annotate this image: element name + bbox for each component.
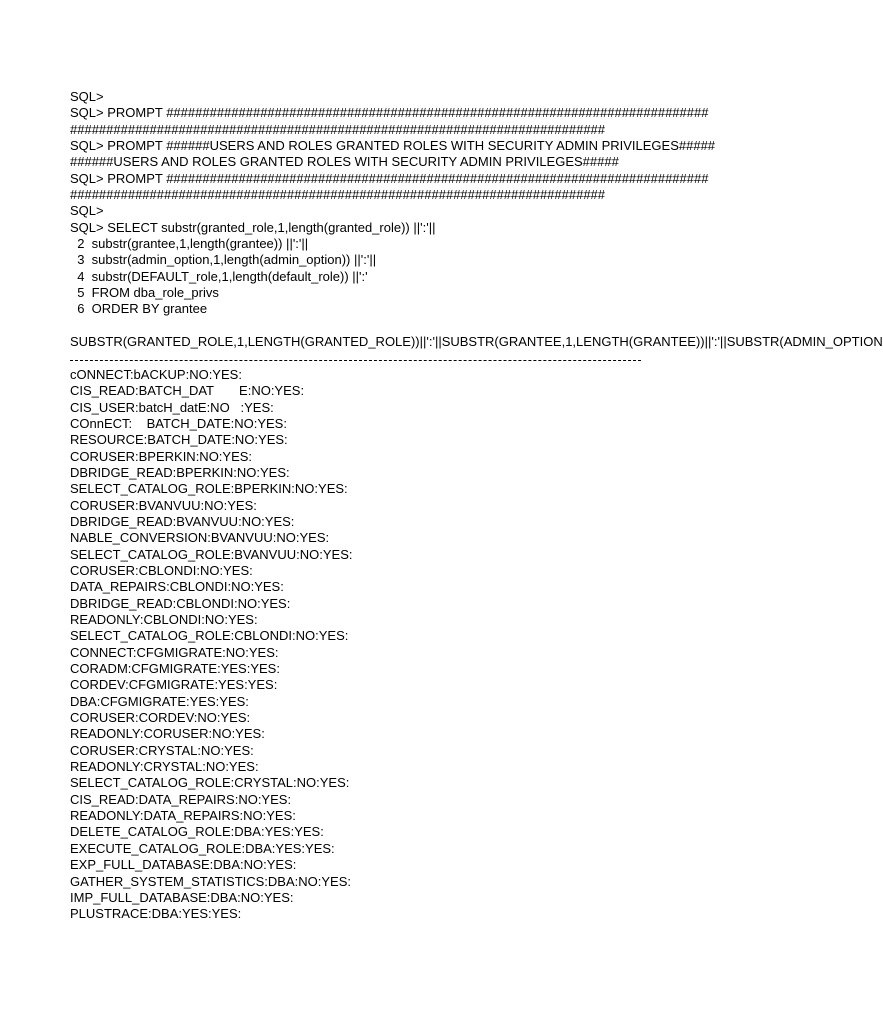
header-divider	[70, 351, 641, 367]
result-row: CIS_READ:DATA_REPAIRS:NO:YES:	[70, 791, 292, 807]
prompt-hash-line: SQL> PROMPT ###########################################################################	[70, 105, 709, 121]
sql-prompt-line: SQL>	[70, 203, 104, 219]
result-row: EXECUTE_CATALOG_ROLE:DBA:YES:YES:	[70, 840, 335, 856]
result-row: CIS_USER:batcH_datE:NO :YES:	[70, 399, 274, 415]
prompt-title-line: SQL> PROMPT ######USERS AND ROLES GRANTED ROLES WITH SECURITY ADMIN PRIVILEGES#####	[70, 138, 716, 154]
result-row: CORDEV:CFGMIGRATE:YES:YES:	[70, 677, 278, 693]
prompt-hash-line: SQL> PROMPT ###########################################################################	[70, 170, 709, 186]
hash-line: ##########################################################################	[70, 187, 606, 203]
query-line: SQL> SELECT substr(granted_role,1,length(granted_role)) ||':'||	[70, 219, 436, 235]
result-row: CONNECT:CFGMIGRATE:NO:YES:	[70, 644, 279, 660]
result-row: READONLY:CRYSTAL:NO:YES:	[70, 759, 259, 775]
result-row: GATHER_SYSTEM_STATISTICS:DBA:NO:YES:	[70, 873, 351, 889]
hash-line: ##########################################################################	[70, 121, 606, 137]
query-line: 2 substr(grantee,1,length(grantee)) ||':'||	[70, 236, 309, 252]
query-line: 4 substr(DEFAULT_role,1,length(default_role)) ||':'	[70, 268, 368, 284]
query-line: 6 ORDER BY grantee	[70, 301, 208, 317]
result-row: CORUSER:CRYSTAL:NO:YES:	[70, 742, 254, 758]
result-row: CORADM:CFGMIGRATE:YES:YES:	[70, 661, 280, 677]
result-row: DBRIDGE_READ:BVANVUU:NO:YES:	[70, 513, 295, 529]
result-row: SELECT_CATALOG_ROLE:BVANVUU:NO:YES:	[70, 546, 353, 562]
result-row: DATA_REPAIRS:CBLONDI:NO:YES:	[70, 579, 284, 595]
query-line: 5 FROM dba_role_privs	[70, 285, 219, 301]
result-row: READONLY:DATA_REPAIRS:NO:YES:	[70, 808, 296, 824]
title-line: ######USERS AND ROLES GRANTED ROLES WITH SECURITY ADMIN PRIVILEGES#####	[70, 154, 619, 170]
result-row: READONLY:CBLONDI:NO:YES:	[70, 612, 258, 627]
result-row: CORUSER:BVANVUU:NO:YES:	[70, 497, 257, 513]
result-row: CORUSER:CORDEV:NO:YES:	[70, 710, 251, 726]
sql-prompt-line: SQL>	[70, 89, 104, 104]
result-row: NABLE_CONVERSION:BVANVUU:NO:YES:	[70, 530, 330, 546]
result-row: CORUSER:BPERKIN:NO:YES:	[70, 448, 253, 464]
result-row: SELECT_CATALOG_ROLE:CBLONDI:NO:YES:	[70, 628, 349, 644]
result-row: CORUSER:CBLONDI:NO:YES:	[70, 562, 253, 578]
result-row: READONLY:CORUSER:NO:YES:	[70, 726, 265, 742]
column-header: SUBSTR(GRANTED_ROLE,1,LENGTH(GRANTED_ROLE))||':'||SUBSTR(GRANTEE,1,LENGTH(GRANTEE))||':'||SUBSTR(ADMIN_OPTION	[70, 334, 883, 350]
sql-output-document	[70, 89, 883, 923]
result-row: cONNECT:bACKUP:NO:YES:	[70, 366, 242, 382]
result-row: RESOURCE:BATCH_DATE:NO:YES:	[70, 432, 288, 448]
result-row: COnnECT: BATCH_DATE:NO:YES:	[70, 415, 287, 431]
result-row: DELETE_CATALOG_ROLE:DBA:YES:YES:	[70, 824, 324, 840]
result-row: DBA:CFGMIGRATE:YES:YES:	[70, 693, 249, 709]
result-row: CIS_READ:BATCH_DAT E:NO:YES:	[70, 383, 305, 399]
result-rows	[70, 367, 641, 923]
result-row: SELECT_CATALOG_ROLE:CRYSTAL:NO:YES:	[70, 775, 350, 791]
result-row: PLUSTRACE:DBA:YES:YES:	[70, 906, 242, 922]
query-line: 3 substr(admin_option,1,length(admin_option)) ||':'||	[70, 252, 377, 268]
result-row: IMP_FULL_DATABASE:DBA:NO:YES:	[70, 889, 294, 905]
result-row: SELECT_CATALOG_ROLE:BPERKIN:NO:YES:	[70, 481, 348, 497]
blank-line	[70, 318, 641, 334]
result-row: EXP_FULL_DATABASE:DBA:NO:YES:	[70, 857, 297, 873]
result-row: DBRIDGE_READ:BPERKIN:NO:YES:	[70, 464, 290, 480]
result-row: DBRIDGE_READ:CBLONDI:NO:YES:	[70, 595, 291, 611]
